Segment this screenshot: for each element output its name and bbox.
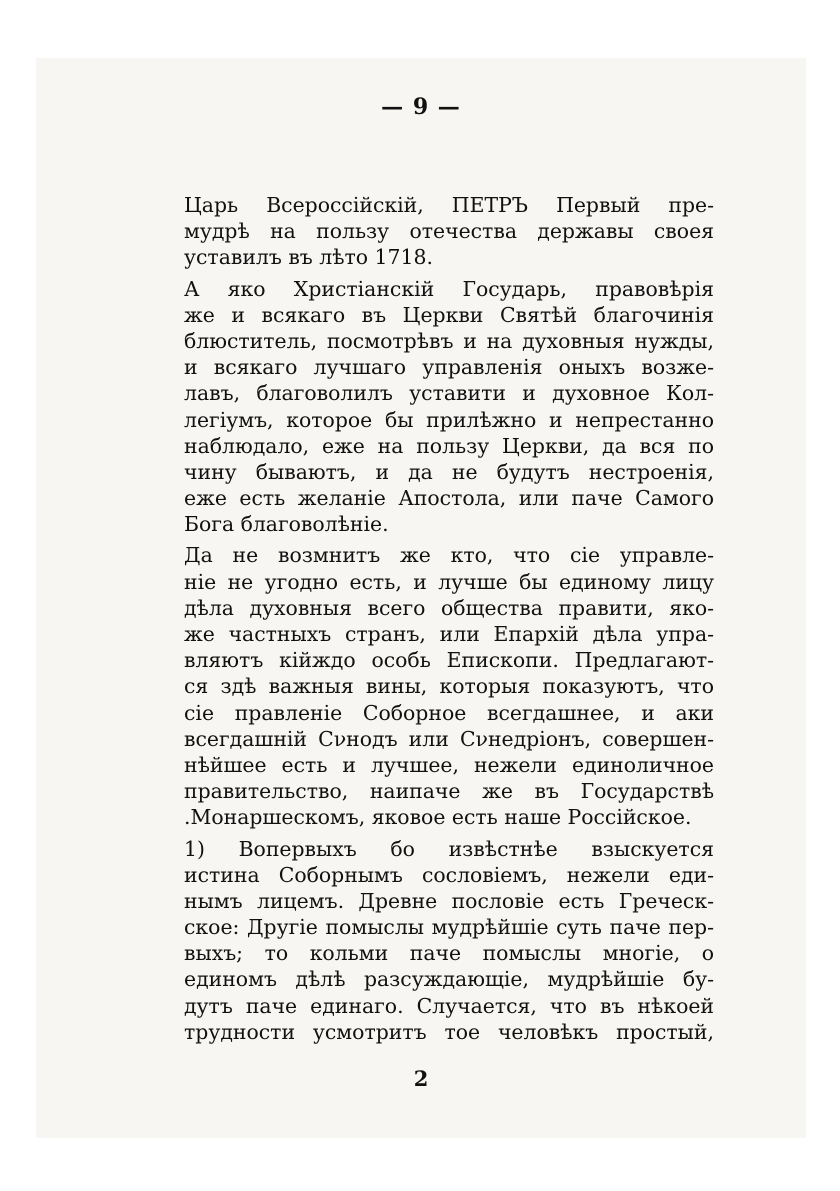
text-line: правительство, наипаче же въ Государствѣ: [184, 779, 714, 804]
text-line: наблюдало, еже на пользу Церкви, да вся по: [184, 433, 714, 458]
paragraph: [184, 276, 714, 538]
text-line: ніе не угодно есть, и лучше бы единому лицу: [184, 569, 714, 594]
text-line: А яко Христіанскій Государь, правовѣрія: [184, 276, 714, 301]
text-line: лавъ, благоволилъ уставити и духовное Кол-: [184, 381, 714, 406]
text-line: Бога благоволѣніе.: [184, 512, 389, 537]
text-line: Царь Всероссійскій, ПЕТРЪ Первый пре-: [184, 193, 714, 217]
text-line: выхъ; то кольми паче помыслы многіе, о: [184, 941, 714, 966]
text-line: ское: Другіе помыслы мудрѣйшіе суть паче пер-: [184, 915, 714, 940]
text-line: дѣла духовныя всего общества правити, яко-: [184, 595, 714, 620]
text-line: трудности усмотритъ тое человѣкъ простый,: [184, 1019, 714, 1044]
printer-signature: 2: [413, 1066, 429, 1091]
paragraph: [184, 836, 714, 1046]
text-line: мудрѣ на пользу отечества державы своея: [184, 219, 714, 244]
text-line: всегдашній Сνнодъ или Сνнедріонъ, совершен-: [184, 726, 714, 751]
text-line: нымъ лицемъ. Древне пословіе есть Греческ-: [184, 888, 714, 913]
text-line: дутъ паче единаго. Случается, что въ нѣкоей: [184, 993, 714, 1018]
text-line: .Монаршескомъ, яковое есть наше Россійское.: [184, 805, 692, 830]
body-text: [184, 192, 714, 1045]
text-line: сіе правленіе Соборное всегдашнее, и аки: [184, 700, 714, 725]
paragraph: [184, 192, 714, 271]
text-line: вляютъ кійждо особь Епископи. Предлагают-: [184, 648, 714, 673]
text-line: истина Соборнымъ сословіемъ, нежели еди-: [184, 862, 714, 887]
text-line: единомъ дѣлѣ разсуждающіе, мудрѣйшіе бу-: [184, 967, 714, 992]
text-line: 1) Вопервыхъ бо извѣстнѣе взыскуется: [184, 836, 714, 861]
text-line: уставилъ въ лѣто 1718.: [184, 245, 433, 270]
text-line: нѣйшее есть и лучшее, нежели единоличное: [184, 752, 714, 777]
text-line: легіумъ, которое бы прилѣжно и непрестанно: [184, 407, 714, 432]
text-line: чину бываютъ, и да не будутъ нестроенія,: [184, 459, 714, 484]
text-line: и всякаго лучшаго управленія оныхъ возже-: [184, 355, 714, 380]
text-line: Да не возмнитъ же кто, что сіе управле-: [184, 543, 714, 568]
text-line: же и всякаго въ Церкви Святѣй благочинія: [184, 302, 714, 327]
paragraph: [184, 542, 714, 830]
text-line: блюститель, посмотрѣвъ и на духовныя нужды,: [184, 328, 714, 353]
text-line: ся здѣ важныя вины, которыя показуютъ, что: [184, 674, 714, 699]
text-line: еже есть желаніе Апостола, или паче Самого: [184, 486, 714, 511]
page-number: — 9 —: [381, 94, 461, 120]
text-line: же частныхъ странъ, или Епархій дѣла упра-: [184, 622, 714, 646]
book-page: [36, 58, 806, 1138]
